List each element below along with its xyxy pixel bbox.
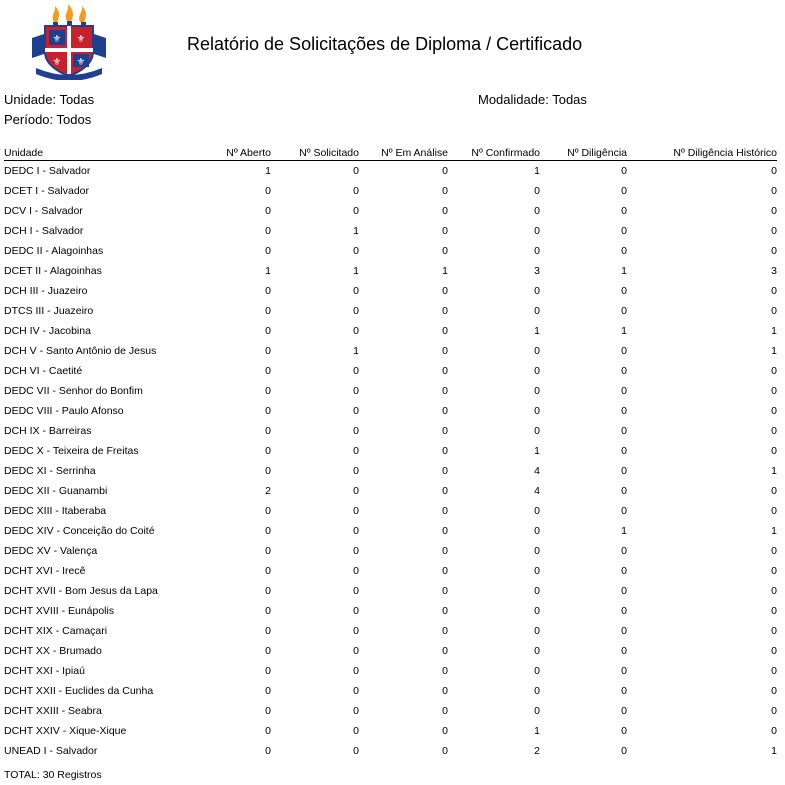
cell-diligencia-historico: 0 [771,285,777,297]
cell-diligencia-historico: 0 [771,165,777,177]
cell-aberto: 0 [265,285,271,297]
filter-unidade [4,92,94,107]
cell-unidade: DCET I - Salvador [4,185,89,197]
cell-confirmado: 0 [534,405,540,417]
table-row [4,281,777,301]
cell-confirmado: 0 [534,685,540,697]
filter-unidade-label: Unidade: [4,92,57,107]
table-row [4,621,777,641]
university-crest-logo [30,4,108,80]
cell-confirmado: 0 [534,385,540,397]
cell-solicitado: 0 [353,505,359,517]
column-header-aberto: Nº Aberto [204,146,271,161]
cell-em-analise: 0 [442,745,448,757]
cell-diligencia: 1 [621,525,627,537]
cell-diligencia: 0 [621,185,627,197]
cell-em-analise: 0 [442,665,448,677]
cell-diligencia-historico: 0 [771,485,777,497]
total-records: TOTAL: 30 Registros [4,769,102,781]
cell-solicitado: 0 [353,185,359,197]
cell-confirmado: 0 [534,345,540,357]
table-row [4,461,777,481]
column-header-em-analise: Nº Em Análise [359,146,448,161]
cell-unidade: UNEAD I - Salvador [4,745,98,757]
table-row [4,481,777,501]
cell-unidade: DCH V - Santo Antônio de Jesus [4,345,157,357]
cell-diligencia-historico: 0 [771,505,777,517]
cell-confirmado: 0 [534,605,540,617]
cell-solicitado: 0 [353,325,359,337]
cell-diligencia: 0 [621,445,627,457]
table-row [4,521,777,541]
cell-solicitado: 0 [353,745,359,757]
table-row [4,401,777,421]
table-header-row [4,146,777,161]
cell-confirmado: 1 [534,725,540,737]
cell-em-analise: 0 [442,505,448,517]
cell-aberto: 0 [265,205,271,217]
cell-diligencia-historico: 1 [771,465,777,477]
cell-aberto: 0 [265,325,271,337]
cell-aberto: 0 [265,365,271,377]
cell-unidade: DCHT XIX - Camaçari [4,625,108,637]
cell-solicitado: 0 [353,645,359,657]
table-body [4,161,777,762]
filter-unidade-value: Todas [59,92,95,107]
filter-periodo-value: Todos [56,112,92,127]
cell-confirmado: 0 [534,285,540,297]
cell-diligencia: 0 [621,345,627,357]
cell-aberto: 0 [265,685,271,697]
cell-solicitado: 0 [353,705,359,717]
cell-confirmado: 0 [534,645,540,657]
filter-periodo-label: Período: [4,112,54,127]
filter-modalidade [478,92,587,107]
cell-aberto: 0 [265,225,271,237]
cell-confirmado: 0 [534,545,540,557]
cell-confirmado: 0 [534,245,540,257]
cell-em-analise: 0 [442,205,448,217]
cell-em-analise: 0 [442,405,448,417]
cell-diligencia-historico: 0 [771,665,777,677]
cell-unidade: DCHT XXIV - Xique-Xique [4,725,127,737]
cell-diligencia-historico: 1 [771,525,777,537]
cell-solicitado: 0 [353,305,359,317]
cell-diligencia-historico: 0 [771,185,777,197]
cell-em-analise: 0 [442,565,448,577]
cell-solicitado: 0 [353,445,359,457]
cell-confirmado: 0 [534,585,540,597]
cell-diligencia: 0 [621,285,627,297]
column-header-confirmado: Nº Confirmado [448,146,540,161]
cell-solicitado: 1 [353,345,359,357]
cell-diligencia-historico: 0 [771,425,777,437]
cell-diligencia-historico: 0 [771,705,777,717]
cell-solicitado: 0 [353,285,359,297]
cell-em-analise: 0 [442,185,448,197]
table-row [4,741,777,761]
cell-unidade: DCV I - Salvador [4,205,83,217]
table-row [4,181,777,201]
cell-em-analise: 0 [442,345,448,357]
cell-confirmado: 1 [534,165,540,177]
cell-diligencia: 0 [621,385,627,397]
cell-diligencia-historico: 1 [771,745,777,757]
cell-diligencia-historico: 0 [771,205,777,217]
cell-solicitado: 0 [353,545,359,557]
cell-diligencia-historico: 0 [771,565,777,577]
cell-diligencia-historico: 0 [771,585,777,597]
cell-solicitado: 0 [353,365,359,377]
cell-solicitado: 0 [353,465,359,477]
table-row [4,221,777,241]
cell-unidade: DCHT XXIII - Seabra [4,705,102,717]
cell-diligencia: 0 [621,705,627,717]
cell-aberto: 1 [265,165,271,177]
cell-aberto: 0 [265,645,271,657]
cell-unidade: DCHT XVI - Irecê [4,565,86,577]
cell-em-analise: 0 [442,225,448,237]
column-header-diligencia-historico: Nº Diligência Histórico [627,146,777,161]
table-row [4,341,777,361]
cell-solicitado: 0 [353,425,359,437]
table-row [4,361,777,381]
cell-unidade: DEDC XIII - Itaberaba [4,505,107,517]
report-table [4,146,777,761]
table-row [4,541,777,561]
svg-text:⚜: ⚜ [52,34,62,45]
cell-unidade: DEDC VII - Senhor do Bonfim [4,385,143,397]
cell-diligencia-historico: 0 [771,365,777,377]
cell-confirmado: 0 [534,565,540,577]
cell-solicitado: 0 [353,725,359,737]
cell-unidade: DCH IX - Barreiras [4,425,92,437]
cell-confirmado: 3 [534,265,540,277]
cell-aberto: 0 [265,725,271,737]
cell-confirmado: 0 [534,225,540,237]
cell-diligencia: 0 [621,205,627,217]
cell-diligencia: 1 [621,265,627,277]
cell-confirmado: 0 [534,425,540,437]
cell-diligencia: 0 [621,545,627,557]
table-row [4,241,777,261]
cell-confirmado: 0 [534,205,540,217]
table-row [4,661,777,681]
cell-confirmado: 0 [534,665,540,677]
svg-text:⚜: ⚜ [76,34,86,45]
cell-diligencia-historico: 0 [771,445,777,457]
filter-modalidade-label: Modalidade: [478,92,549,107]
cell-solicitado: 0 [353,665,359,677]
cell-em-analise: 0 [442,705,448,717]
cell-aberto: 0 [265,385,271,397]
cell-solicitado: 0 [353,385,359,397]
cell-unidade: DEDC X - Teixeira de Freitas [4,445,139,457]
cell-diligencia-historico: 0 [771,545,777,557]
cell-aberto: 0 [265,665,271,677]
cell-unidade: DEDC I - Salvador [4,165,91,177]
cell-solicitado: 0 [353,685,359,697]
cell-solicitado: 0 [353,205,359,217]
cell-diligencia-historico: 0 [771,625,777,637]
cell-unidade: DEDC VIII - Paulo Afonso [4,405,124,417]
cell-solicitado: 0 [353,605,359,617]
cell-aberto: 0 [265,345,271,357]
cell-confirmado: 0 [534,185,540,197]
cell-diligencia: 0 [621,645,627,657]
table-row [4,201,777,221]
cell-diligencia: 0 [621,305,627,317]
cell-confirmado: 2 [534,745,540,757]
cell-confirmado: 0 [534,625,540,637]
shield-icon [45,26,93,76]
column-header-solicitado: Nº Solicitado [271,146,359,161]
table-row [4,721,777,741]
cell-em-analise: 1 [442,265,448,277]
filter-periodo [4,112,91,127]
cell-confirmado: 4 [534,465,540,477]
cell-diligencia-historico: 0 [771,685,777,697]
table-row [4,381,777,401]
cell-diligencia: 0 [621,425,627,437]
table-row [4,641,777,661]
cell-em-analise: 0 [442,385,448,397]
cell-solicitado: 0 [353,525,359,537]
svg-text:⚜: ⚜ [52,57,62,68]
cell-diligencia: 0 [621,365,627,377]
cell-aberto: 0 [265,565,271,577]
table-row [4,601,777,621]
cell-em-analise: 0 [442,525,448,537]
cell-diligencia-historico: 0 [771,725,777,737]
cell-em-analise: 0 [442,625,448,637]
cell-unidade: DEDC XI - Serrinha [4,465,96,477]
cell-em-analise: 0 [442,685,448,697]
cell-diligencia-historico: 0 [771,385,777,397]
cell-unidade: DEDC II - Alagoinhas [4,245,104,257]
cell-unidade: DCHT XVII - Bom Jesus da Lapa [4,585,158,597]
cell-diligencia-historico: 0 [771,245,777,257]
column-header-diligencia: Nº Diligência [540,146,627,161]
cell-aberto: 0 [265,445,271,457]
cell-aberto: 0 [265,525,271,537]
table-row [4,581,777,601]
cell-aberto: 0 [265,245,271,257]
cell-confirmado: 1 [534,445,540,457]
cell-em-analise: 0 [442,465,448,477]
table-row [4,561,777,581]
cell-unidade: DCH III - Juazeiro [4,285,88,297]
cell-solicitado: 1 [353,265,359,277]
table-row [4,301,777,321]
cell-em-analise: 0 [442,325,448,337]
cell-solicitado: 0 [353,485,359,497]
cell-em-analise: 0 [442,305,448,317]
cell-em-analise: 0 [442,605,448,617]
cell-diligencia: 0 [621,405,627,417]
cell-diligencia: 0 [621,225,627,237]
cell-unidade: DEDC XV - Valença [4,545,98,557]
svg-text:⚜: ⚜ [76,57,86,68]
table-row [4,701,777,721]
cell-diligencia: 0 [621,485,627,497]
cell-aberto: 2 [265,485,271,497]
cell-em-analise: 0 [442,645,448,657]
cell-aberto: 0 [265,705,271,717]
table-row [4,261,777,281]
cell-confirmado: 0 [534,705,540,717]
cell-confirmado: 0 [534,365,540,377]
cell-confirmado: 4 [534,485,540,497]
cell-diligencia: 0 [621,585,627,597]
cell-aberto: 0 [265,545,271,557]
cell-solicitado: 0 [353,245,359,257]
cell-unidade: DCH VI - Caetité [4,365,83,377]
report-title: Relatório de Solicitações de Diploma / Certificado [187,34,583,54]
cell-unidade: DTCS III - Juazeiro [4,305,94,317]
cell-aberto: 0 [265,585,271,597]
cell-unidade: DCHT XXII - Euclides da Cunha [4,685,154,697]
cell-solicitado: 0 [353,585,359,597]
cell-diligencia: 0 [621,165,627,177]
cell-solicitado: 0 [353,405,359,417]
cell-diligencia: 0 [621,725,627,737]
cell-diligencia: 0 [621,565,627,577]
cell-unidade: DCHT XVIII - Eunápolis [4,605,115,617]
cell-confirmado: 1 [534,325,540,337]
cell-diligencia-historico: 0 [771,305,777,317]
cell-aberto: 0 [265,405,271,417]
cell-em-analise: 0 [442,725,448,737]
cell-aberto: 0 [265,305,271,317]
cell-diligencia: 0 [621,465,627,477]
cell-em-analise: 0 [442,445,448,457]
cell-aberto: 0 [265,745,271,757]
torch-flames-icon [53,4,86,26]
cell-diligencia-historico: 3 [771,265,777,277]
cell-unidade: DCH IV - Jacobina [4,325,91,337]
cell-diligencia: 0 [621,625,627,637]
cell-confirmado: 0 [534,525,540,537]
cell-unidade: DEDC XIV - Conceição do Coité [4,525,155,537]
cell-aberto: 0 [265,605,271,617]
cell-diligencia: 0 [621,665,627,677]
filter-modalidade-value: Todas [552,92,587,107]
cell-aberto: 1 [265,265,271,277]
cell-em-analise: 0 [442,585,448,597]
cell-em-analise: 0 [442,285,448,297]
cell-solicitado: 1 [353,225,359,237]
cell-aberto: 0 [265,625,271,637]
cell-diligencia-historico: 0 [771,605,777,617]
cell-unidade: DEDC XII - Guanambi [4,485,108,497]
table-row [4,501,777,521]
cell-diligencia: 0 [621,745,627,757]
cell-solicitado: 0 [353,165,359,177]
cell-unidade: DCHT XX - Brumado [4,645,102,657]
cell-diligencia: 1 [621,325,627,337]
table-row [4,681,777,701]
cell-unidade: DCET II - Alagoinhas [4,265,102,277]
column-header-unidade: Unidade [4,146,204,161]
cell-aberto: 0 [265,185,271,197]
cell-diligencia-historico: 0 [771,405,777,417]
table-row [4,441,777,461]
cell-aberto: 0 [265,425,271,437]
cell-diligencia: 0 [621,505,627,517]
cell-diligencia-historico: 0 [771,225,777,237]
cell-diligencia: 0 [621,245,627,257]
table-row [4,321,777,341]
cell-aberto: 0 [265,465,271,477]
cell-diligencia-historico: 0 [771,645,777,657]
cell-diligencia-historico: 1 [771,345,777,357]
cell-solicitado: 0 [353,565,359,577]
cell-em-analise: 0 [442,245,448,257]
cell-unidade: DCH I - Salvador [4,225,84,237]
cell-aberto: 0 [265,505,271,517]
cell-unidade: DCHT XXI - Ipiaú [4,665,85,677]
cell-confirmado: 0 [534,505,540,517]
cell-diligencia: 0 [621,685,627,697]
table-row [4,161,777,182]
cell-em-analise: 0 [442,425,448,437]
table-row [4,421,777,441]
cell-confirmado: 0 [534,305,540,317]
cell-em-analise: 0 [442,165,448,177]
cell-em-analise: 0 [442,545,448,557]
cell-diligencia: 0 [621,605,627,617]
cell-em-analise: 0 [442,365,448,377]
cell-em-analise: 0 [442,485,448,497]
cell-solicitado: 0 [353,625,359,637]
cell-diligencia-historico: 1 [771,325,777,337]
